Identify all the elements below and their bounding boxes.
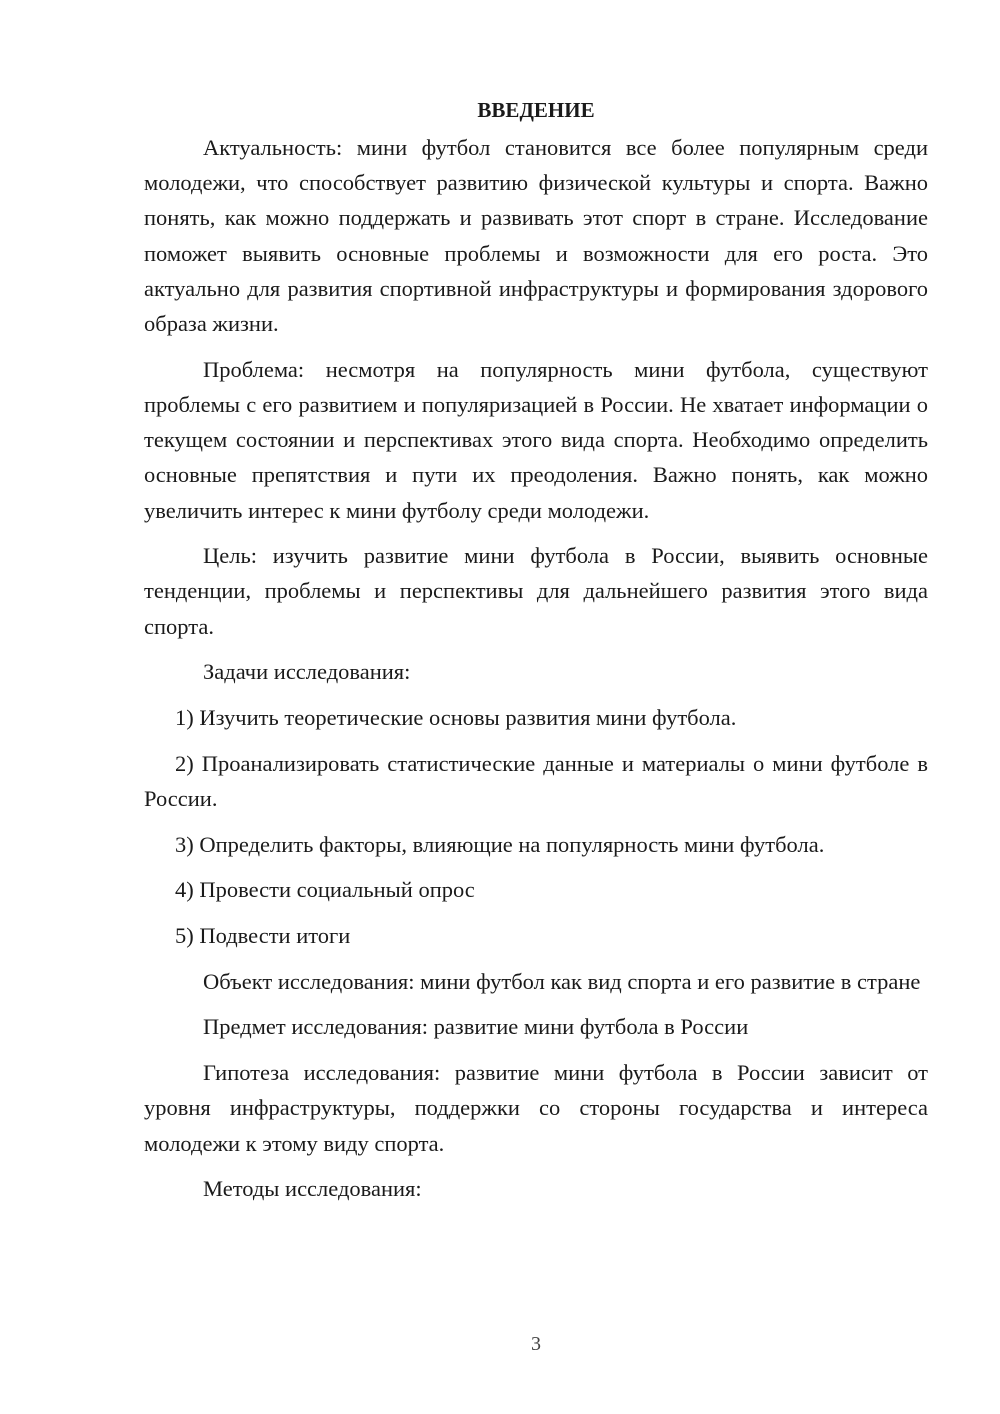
task-item: 3) Определить факторы, влияющие на популярность мини футбола. — [175, 831, 825, 857]
paragraph-problem: Проблема: несмотря на популярность мини футбола, существуют проблемы с его развитием и популяризацией в России. Не хватает информации о текущем состоянии и перспективах этого вида спорта. Необходимо определить основные препятствия и пути их преодоления. Важно понять, как можно увеличить интерес к мини футболу среди молодежи. — [144, 356, 928, 523]
task-item: 4) Провести социальный опрос — [175, 877, 475, 903]
paragraph-hypothesis: Гипотеза исследования: развитие мини футбола в России зависит от уровня инфраструктуры, поддержки со стороны государства и интереса молодежи к этому виду спорта. — [144, 1060, 928, 1156]
section-title: ВВЕДЕНИЕ — [477, 98, 595, 122]
page-number: 3 — [531, 1333, 541, 1355]
paragraph-tasks-heading: Задачи исследования: — [203, 659, 411, 685]
paragraph-object: Объект исследования: мини футбол как вид спорта и его развитие в стране — [203, 968, 921, 994]
paragraph-relevance: Актуальность: мини футбол становится все более популярным среди молодежи, что способствует развитию физической культуры и спорта. Важно понять, как можно поддержать и развивать этот спорт в стране. Исследование поможет выявить основные проблемы и возможности для его роста. Это актуально для развития спортивной инфраструктуры и формирования здорового образа жизни. — [144, 135, 928, 337]
paragraph-goal: Цель: изучить развитие мини футбола в России, выявить основные тенденции, проблемы и перспективы для дальнейшего развития этого вида спорта. — [144, 543, 928, 639]
document-page — [144, 92, 928, 1217]
task-item: 5) Подвести итоги — [175, 923, 351, 949]
task-item: 2) Проанализировать статистические данные и материалы о мини футболе в России. — [144, 750, 928, 811]
task-item: 1) Изучить теоретические основы развития мини футбола. — [175, 705, 737, 731]
paragraph-methods: Методы исследования: — [203, 1176, 422, 1202]
paragraph-subject: Предмет исследования: развитие мини футбола в России — [203, 1014, 749, 1040]
